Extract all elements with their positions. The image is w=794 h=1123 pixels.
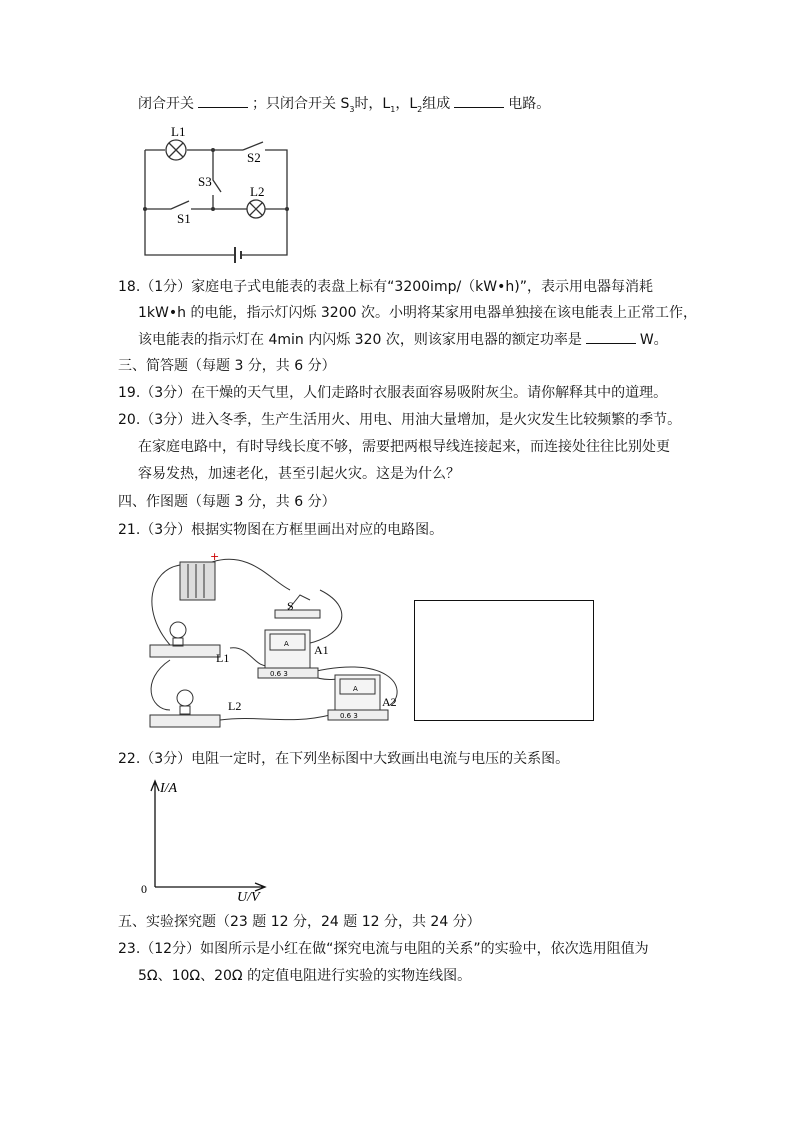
text: W。	[639, 332, 668, 348]
label-l1: L1	[216, 651, 230, 665]
text: 组成	[422, 96, 451, 112]
meter-a2-symbol: A	[353, 685, 358, 693]
meter-a2-scale: 0.6 3	[340, 712, 358, 720]
label-l2: L2	[228, 699, 242, 713]
text: 闭合开关	[138, 96, 194, 112]
section-heading: 三、简答题（每题 3 分，共 6 分）	[118, 358, 336, 374]
coordinate-graph	[135, 775, 275, 905]
label-s: S	[287, 599, 294, 613]
section-heading: 四、作图题（每题 3 分，共 6 分）	[118, 494, 336, 510]
q23-line1: 23.（12分）如图所示是小红在做“探究电流与电阻的关系”的实验中，依次选用阻值为	[118, 941, 649, 957]
y-axis-label: I/A	[160, 781, 178, 796]
label-l2: L2	[250, 184, 265, 199]
answer-blank[interactable]	[586, 331, 636, 344]
q18-line3	[138, 331, 668, 349]
label-s1: S1	[177, 211, 191, 226]
q23-line2: 5Ω、10Ω、20Ω 的定值电阻进行实验的实物连线图。	[138, 968, 472, 984]
text: ，L	[395, 96, 418, 112]
label-s3: S3	[198, 174, 212, 189]
text: 3	[349, 104, 355, 114]
label-a2: A2	[382, 695, 397, 709]
q18-line1: 18.（1分）家庭电子式电能表的表盘上标有“3200imp/（kW•h)”，表示用电器每消耗	[118, 279, 653, 295]
circuit-diagram-q17	[135, 120, 295, 265]
plus-sign: +	[210, 550, 220, 563]
x-axis-label: U/V	[237, 890, 260, 905]
q20-line3: 容易发热，加速老化，甚至引起火灾。这是为什么？	[138, 466, 460, 482]
q20-line2: 在家庭电路中，有时导线长度不够，需要把两根导线连接起来，而连接处往往比别处更	[138, 439, 670, 455]
q17-line	[138, 95, 550, 119]
origin-label: 0	[141, 882, 147, 896]
text: 电路。	[508, 96, 551, 112]
meter-a1-scale: 0.6 3	[270, 670, 288, 678]
q20-line1: 20.（3分）进入冬季，生产生活用火、用电、用油大量增加，是火灾发生比较频繁的季节。	[118, 412, 682, 428]
label-a1: A1	[314, 643, 329, 657]
text: 时，L	[354, 96, 391, 112]
text: 2	[417, 104, 423, 114]
section-heading: 五、实验探究题（23 题 12 分，24 题 12 分，共 24 分）	[118, 914, 481, 930]
q22: 22.（3分）电阻一定时，在下列坐标图中大致画出电流与电压的关系图。	[118, 751, 570, 767]
answer-blank[interactable]	[454, 95, 504, 108]
text: 1	[390, 104, 396, 114]
answer-blank[interactable]	[198, 95, 248, 108]
q19: 19.（3分）在干燥的天气里，人们走路时衣服表面容易吸附灰尘。请你解释其中的道理。	[118, 385, 668, 401]
q21: 21.（3分）根据实物图在方框里画出对应的电路图。	[118, 522, 444, 538]
q18-line2: 1kW•h 的电能，指示灯闪烁 3200 次。小明将某家用电器单独接在该电能表上正常工作，	[138, 305, 697, 321]
text: ；只闭合开关 S	[252, 96, 350, 112]
text: 该电能表的指示灯在 4min 内闪烁 320 次，则该家用电器的额定功率是	[138, 332, 582, 348]
answer-box[interactable]	[414, 600, 594, 721]
meter-a1-symbol: A	[284, 640, 289, 648]
label-s2: S2	[247, 150, 261, 165]
label-l1: L1	[171, 124, 186, 139]
physical-circuit-figure	[140, 550, 420, 740]
